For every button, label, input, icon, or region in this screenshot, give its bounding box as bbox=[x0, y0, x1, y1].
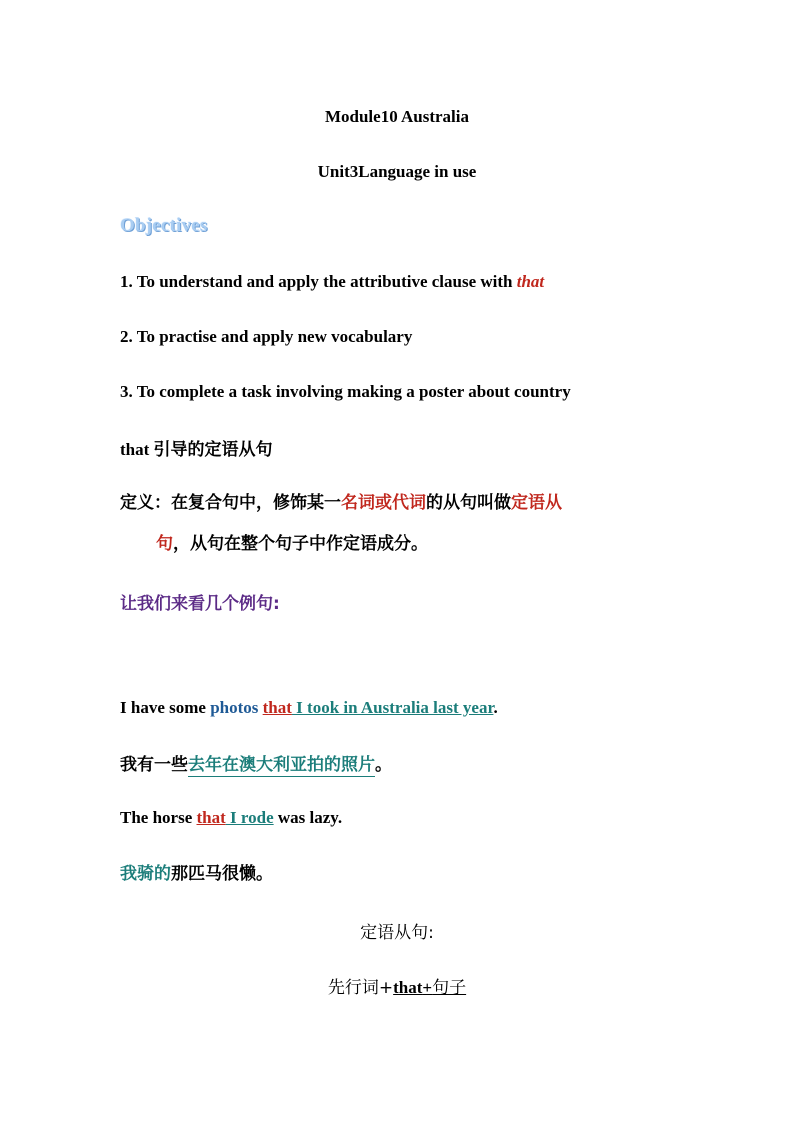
formula-plus: + bbox=[422, 978, 433, 997]
examples-intro: 让我们来看几个例句: bbox=[120, 594, 280, 614]
summary-label bbox=[0, 918, 794, 943]
objective-item-1 bbox=[120, 272, 544, 292]
formula-prefix: 先行词+ bbox=[327, 978, 394, 998]
definition-term-part1: 定语从 bbox=[511, 493, 562, 513]
example-zh-clause: 去年在澳大利亚拍的照片 bbox=[188, 750, 375, 777]
example-connector: that bbox=[262, 698, 292, 717]
example-1-zh bbox=[120, 750, 392, 777]
formula-sentence: 句子 bbox=[432, 978, 467, 998]
example-end: . bbox=[493, 698, 498, 717]
example-zh-end: 。 bbox=[375, 755, 392, 775]
page-subtitle bbox=[0, 162, 794, 182]
objective-text: 2. To practise and apply new vocabulary bbox=[120, 327, 413, 346]
definition-term-part2: 句 bbox=[156, 534, 173, 554]
title-text: Module10 Australia bbox=[324, 107, 470, 126]
definition-prefix: 定义：在复合句中，修饰某一 bbox=[120, 493, 341, 513]
definition-line-1 bbox=[120, 488, 562, 513]
objective-text: 1. To understand and apply the attributive clause with bbox=[120, 272, 517, 291]
example-zh-prefix: 我有一些 bbox=[120, 755, 188, 775]
example-2-zh bbox=[120, 859, 273, 884]
definition-line-2 bbox=[156, 529, 428, 554]
example-prefix: The horse bbox=[120, 808, 197, 827]
grammar-heading-zh: 引导的定语从句 bbox=[153, 440, 273, 460]
grammar-heading bbox=[120, 435, 273, 460]
definition-suffix: ，从句在整个句子中作定语成分。 bbox=[173, 534, 428, 554]
definition-mid: 的从句叫做 bbox=[426, 493, 511, 513]
example-2-en bbox=[120, 808, 342, 828]
example-clause: I took in Australia last year bbox=[291, 698, 494, 717]
objective-item-3 bbox=[120, 382, 571, 402]
objective-item-2 bbox=[120, 327, 412, 347]
definition-noun: 名词或代词 bbox=[341, 493, 426, 513]
objectives-heading: Objectives bbox=[120, 215, 208, 236]
example-end: was lazy. bbox=[273, 808, 343, 827]
grammar-heading-en: that bbox=[120, 440, 154, 459]
example-zh-rest: 那匹马很懒。 bbox=[171, 864, 273, 884]
formula-that: that bbox=[393, 978, 423, 997]
subtitle-text: Unit3Language in use bbox=[317, 162, 477, 181]
example-zh-clause: 我骑的 bbox=[120, 864, 171, 884]
example-prefix: I have some bbox=[120, 698, 211, 717]
example-connector: that bbox=[196, 808, 226, 827]
page-title bbox=[0, 107, 794, 127]
summary-label-text: 定语从句: bbox=[360, 923, 434, 943]
summary-formula bbox=[0, 973, 794, 998]
objective-highlight: that bbox=[516, 272, 545, 291]
example-1-en bbox=[120, 698, 498, 718]
example-antecedent: photos bbox=[210, 698, 259, 717]
example-clause: I rode bbox=[225, 808, 274, 827]
objective-text: 3. To complete a task involving making a poster about country bbox=[120, 382, 571, 401]
